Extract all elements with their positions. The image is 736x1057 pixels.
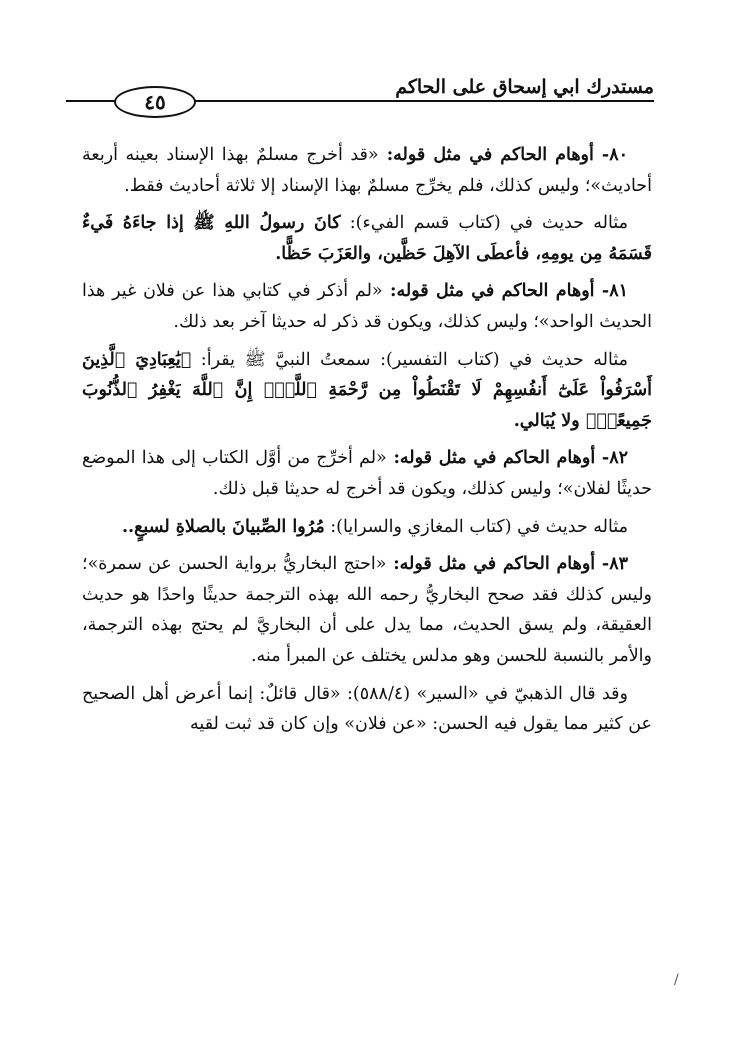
page-header — [66, 70, 654, 116]
paragraph-80-example — [82, 208, 652, 269]
paragraph-text: مثاله حديث في (كتاب التفسير): سمعتُ النبيَّ ﷺ يقرأ: — [191, 349, 628, 370]
paragraph-82-example — [82, 512, 652, 543]
paragraph-80 — [82, 140, 652, 201]
paragraph-81-example — [82, 345, 652, 437]
item-heading: ٨٠- أوهام الحاكم في مثل قوله: — [378, 145, 628, 165]
item-heading: ٨٢- أوهام الحاكم في مثل قوله: — [386, 448, 628, 469]
hadith-text: مُرُوا الصِّبيانَ بالصلاةِ لسبعٍ.. — [121, 516, 325, 537]
paragraph-text: مثاله حديث في (كتاب المغازي والسرايا): — [324, 516, 628, 537]
item-heading: ٨١- أوهام الحاكم في مثل قوله: — [382, 281, 628, 302]
body-text — [82, 140, 652, 747]
margin-mark: / — [674, 972, 679, 988]
paragraph-text: وقد قال الذهبيّ في «السير» (٥٨٨/٤): «قال قائلٌ: إنما أعرض أهل الصحيح عن كثير مما يقول فيه الحسن: «عن فلان» وإن كان قد ثبت لقيه — [82, 683, 652, 735]
paragraph-text: «لم أخرِّج من أوَّل الكتاب إلى هذا الموضع حديثًا لفلان»؛ وليس كذلك، ويكون قد أخرج له حديثا قبل ذلك. — [82, 448, 652, 499]
paragraph-83 — [82, 549, 652, 671]
paragraph-81 — [82, 276, 652, 337]
item-heading: ٨٣- أوهام الحاكم في مثل قوله: — [386, 554, 628, 575]
page-number: ٤٥ — [114, 86, 196, 118]
paragraph-text: مثاله حديث في (كتاب قسم الفيء): — [340, 213, 628, 234]
hadith-text: كانَ رسولُ اللهِ ﷺ إذا جاءَهُ فَيءٌ قَسَمَهُ مِن يومِهِ، فأعطَى الآهِلَ حَظَّين، والعَزَبَ حَظًّا. — [82, 213, 652, 264]
quran-verse: ﴿يَٰعِبَادِيَ ٱلَّذِينَ أَسْرَفُواْ عَلَىٰٓ أَنفُسِهِمْ لَا تَقْنَطُواْ مِن رَّحْمَةِ ٱللَّهِۚ إِنَّ ٱللَّهَ يَغْفِرُ ٱلذُّنُوبَ جَمِيعًاۚ﴾ ولا يُبَالي. — [82, 349, 652, 431]
paragraph-83-citation — [82, 679, 652, 740]
paragraph-text: «لم أذكر في كتابي هذا عن فلان غير هذا الحديث الواحد»؛ وليس كذلك، ويكون قد ذكر له حديثا آخر بعد ذلك. — [82, 281, 652, 332]
paragraph-text: «احتج البخاريُّ برواية الحسن عن سمرة»؛ وليس كذلك فقد صحح البخاريُّ رحمه الله بهذه الترجمة حديثًا واحدًا هو حديث العقيقة، ولم يسق الحديث، مما يدل على أن البخاريَّ لم يحتج بهذه الترجمة، والأمر بالنسبة للحسن وهو مدلس يختلف عن المبرأ منه. — [82, 554, 652, 666]
paragraph-text: «قد أخرج مسلمٌ بهذا الإسناد بعينه أربعة أحاديث»؛ وليس كذلك، فلم يخرِّج مسلمٌ بهذا الإسناد إلا ثلاثة أحاديث فقط. — [82, 145, 652, 196]
paragraph-82 — [82, 443, 652, 504]
running-title: مستدرك ابي إسحاق على الحاكم — [395, 76, 654, 98]
